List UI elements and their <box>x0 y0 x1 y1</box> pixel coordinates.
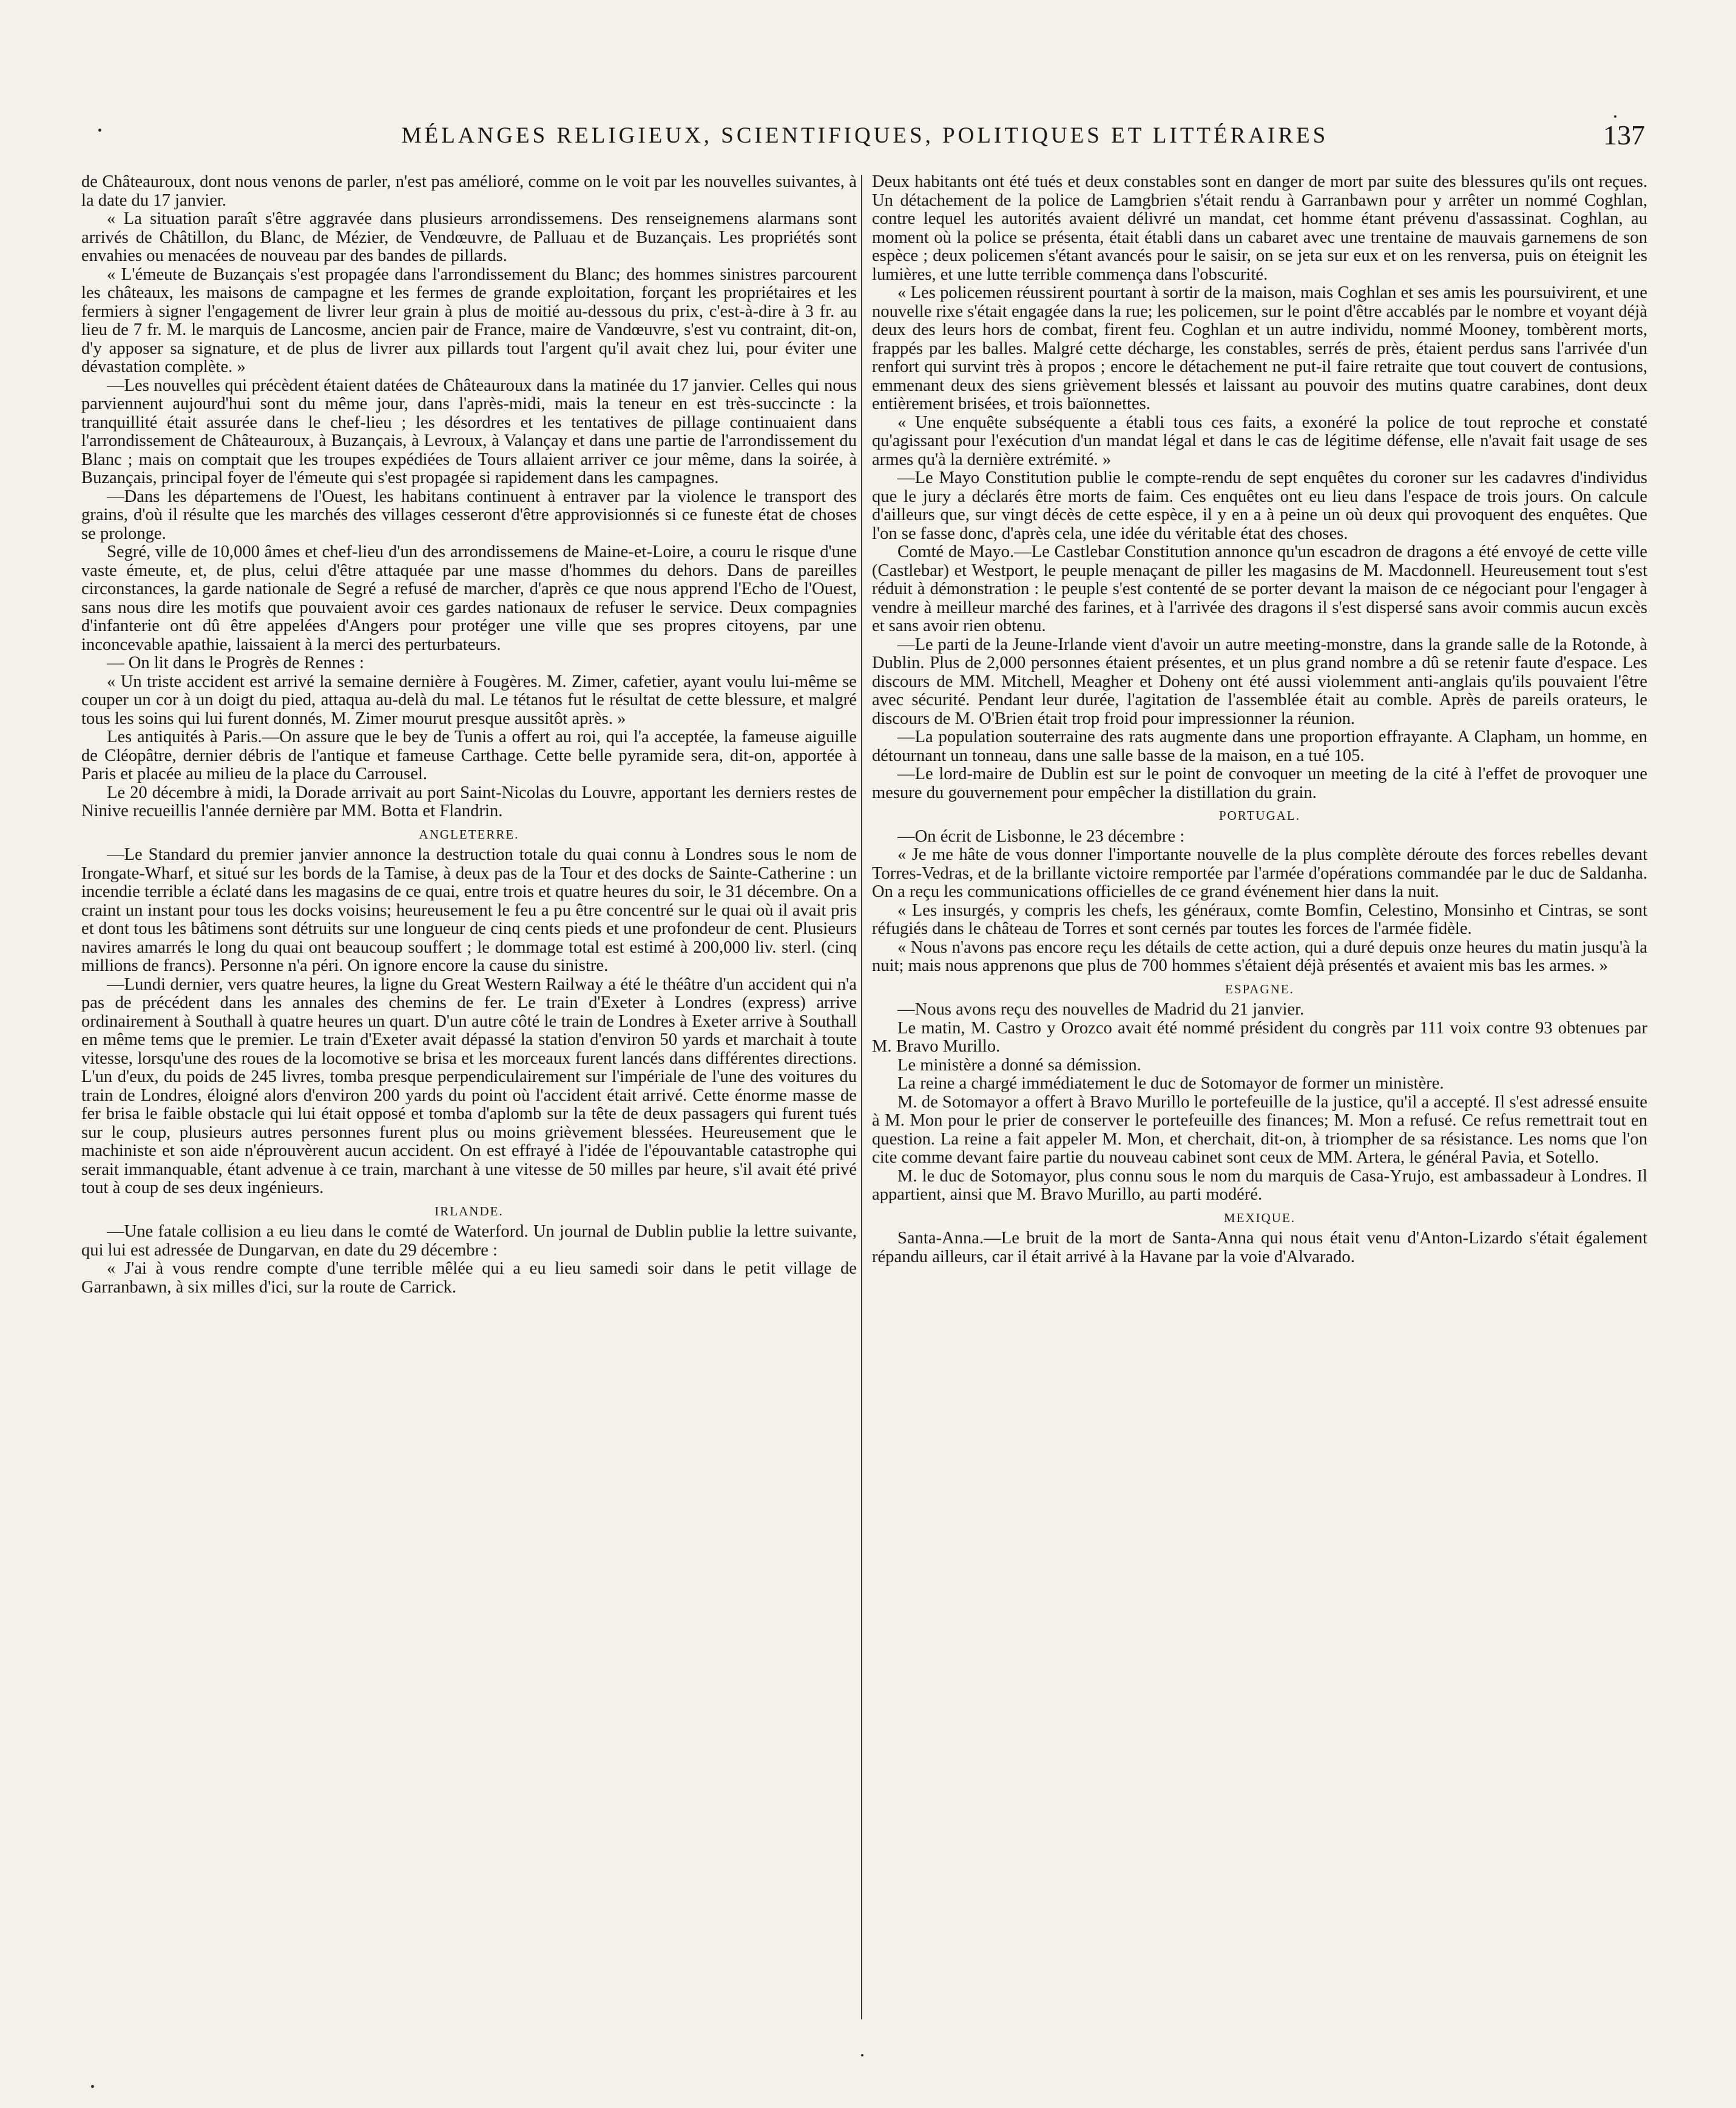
section-heading: MEXIQUE. <box>1223 1210 1296 1225</box>
article-paragraph: « J'ai à vous rendre compte d'une terrible mêlée qui a eu lieu samedi soir dans le petit village de Garranbawn, à six milles d'ici, sur la route de Carrick. <box>81 1259 857 1297</box>
article-paragraph: Deux habitants ont été tués et deux constables sont en danger de mort par suite des blessures qu'ils ont reçues. Un détachement de la police de Lamgbrien s'était rendu à Garranbawn pour y arrêter un nommé Coghlan, contre lequel les autorités avaient délivré un mandat, cet homme étant prévenu d'assassinat. Coghlan, au moment où la police se présenta, était établi dans un cabaret avec une trentaine de mauvais garnemens de son espèce ; deux policemen s'étant avancés pour le saisir, on se jeta sur eux et on les renversa, puis on éteignit les lumières, et une lutte terrible commença dans l'obscurité. <box>872 172 1647 284</box>
article-paragraph: —Le parti de la Jeune-Irlande vient d'avoir un autre meeting-monstre, dans la grande salle de la Rotonde, à Dublin. Plus de 2,000 personnes étaient présentes, et un plus grand nombre a dû se retenir faute d'espace. Les discours de MM. Mitchell, Meagher et Doheny ont été aussi violemment anti-anglais qu'ils pouvaient l'être avec sécurité. Pendant leur durée, l'agitation de l'assemblée était au comble. Après de pareils orateurs, le discours de M. O'Brien était trop froid pour impressionner la réunion. <box>872 635 1647 728</box>
article-paragraph: —On écrit de Lisbonne, le 23 décembre : <box>897 826 1185 846</box>
article-paragraph: —Le lord-maire de Dublin est sur le point de convoquer un meeting de la cité à l'effet de provoquer une mesure du gouvernement pour empêcher la distillation du grain. <box>872 765 1647 802</box>
article-paragraph: « L'émeute de Buzançais s'est propagée dans l'arrondissement du Blanc; des hommes sinistres parcourent les châteaux, les maisons de campagne et les fermes de grande exploitation, forçant les propriétaires et les fermiers à signer l'engagement de livrer leur grain à plus de moitié au-dessous du prix, c'est-à-dire à 3 fr. au lieu de 7 fr. M. le marquis de Lancosme, ancien pair de France, maire de Vandœuvre, s'est vu contraint, dit-on, d'y apposer sa signature, et de plus de livrer aux pillards tout l'argent qu'il avait chez lui, pour éviter une dévastation complète. » <box>81 265 857 376</box>
ink-speck <box>91 2085 94 2088</box>
running-title: MÉLANGES RELIGIEUX, SCIENTIFIQUES, POLITIQUES ET LITTÉRAIRES <box>401 123 1329 148</box>
article-paragraph: Comté de Mayo.—Le Castlebar Constitution annonce qu'un escadron de dragons a été envoyé de cette ville (Castlebar) et Westport, le peuple menaçant de piller les magasins de M. Macdonnell. Heureusement tout s'est réduit à démonstration : le peuple s'est contenté de se porter devant la maison de ce négociant pour l'engager à vendre à meilleur marché des farines, et à l'arrivée des dragons il s'est dispersé sans avoir commis aucun excès et sans avoir rien obtenu. <box>872 542 1647 635</box>
article-paragraph: —Dans les départemens de l'Ouest, les habitans continuent à entraver par la violence le transport des grains, d'où il résulte que les marchés des villages cesseront d'être approvisionnés si ce funeste état de choses se prolonge. <box>81 487 857 543</box>
article-paragraph: —La population souterraine des rats augmente dans une proportion effrayante. A Clapham, un homme, en détournant un tonneau, dans une salle basse de la maison, en a tué 105. <box>872 728 1647 765</box>
running-head <box>85 119 1645 155</box>
ink-speck <box>861 2054 863 2056</box>
article-paragraph: —Lundi dernier, vers quatre heures, la ligne du Great Western Railway a été le théâtre d'un accident qui n'a pas de précédent dans les annales des chemins de fer. Le train d'Exeter à Londres (express) arrive ordinairement à Southall à quatre heures un quart. D'un autre côté le train de Londres à Exeter arrive à Southall en même tems que le premier. Le train d'Exeter avait dépassé la station d'environ 50 yards et marchait à toute vitesse, lorsqu'une des roues de la locomotive se brisa et les morceaux furent lancés dans différentes directions. L'un d'eux, du poids de 245 livres, tomba presque perpendiculairement sur l'impériale de l'une des voitures du train de Londres, éloigné alors d'environ 200 yards du point où l'accident était arrivé. Cette énorme masse de fer brisa le faible obstacle qui lui était opposé et tomba d'aplomb sur la tête de deux passagers qui furent tués sur le coup, plusieurs autres personnes furent plus ou moins grièvement blessées. Heureusement que le machiniste et son aide n'éprouvèrent aucun accident. On est effrayé à l'idée de l'épouvantable catastrophe qui serait immanquable, étant advenue à ce train, marchant à une vitesse de 50 milles par heure, s'il avait été privé tout à coup de ses deux ingénieurs. <box>81 975 857 1197</box>
article-paragraph: « Nous n'avons pas encore reçu les détails de cette action, qui a duré depuis onze heures du matin jusqu'à la nuit; mais nous apprenons que plus de 700 hommes s'étaient déjà présentés et avaient mis bas les armes. » <box>872 937 1647 975</box>
article-paragraph: —Une fatale collision a eu lieu dans le comté de Waterford. Un journal de Dublin publie la lettre suivante, qui lui est adressée de Dungarvan, en date du 29 décembre : <box>81 1222 857 1260</box>
article-paragraph: Le matin, M. Castro y Orozco avait été nommé président du congrès par 111 voix contre 93 obtenues par M. Bravo Murillo. <box>872 1018 1647 1056</box>
ink-speck <box>1614 115 1616 118</box>
left-column <box>81 173 857 1297</box>
article-paragraph: Les antiquités à Paris.—On assure que le bey de Tunis a offert au roi, qui l'a acceptée, la fameuse aiguille de Cléopâtre, dernier débris de l'antique et fameuse Carthage. Cette belle pyramide sera, dit-on, apportée à Paris et placée au milieu de la place du Carrousel. <box>81 728 857 783</box>
article-paragraph: Le 20 décembre à midi, la Dorade arrivait au port Saint-Nicolas du Louvre, apportant les derniers restes de Ninive recueillis l'année dernière par MM. Botta et Flandrin. <box>81 783 857 820</box>
article-paragraph: Santa-Anna.—Le bruit de la mort de Santa-Anna qui nous était venu d'Anton-Lizardo s'était également répandu ailleurs, car il était arrivé à la Havane par la voie d'Alvarado. <box>872 1229 1647 1266</box>
article-paragraph: « Je me hâte de vous donner l'importante nouvelle de la plus complète déroute des forces rebelles devant Torres-Vedras, et de la brillante victoire remportée par l'armée d'opérations commandée par le duc de Saldanha. On a reçu les communications officielles de ce grand événement hier dans la nuit. <box>872 845 1647 901</box>
article-paragraph: — On lit dans le Progrès de Rennes : <box>107 654 365 672</box>
article-paragraph: M. le duc de Sotomayor, plus connu sous le nom du marquis de Casa-Yrujo, est ambassadeur à Londres. Il appartient, ainsi que M. Bravo Murillo, au parti modéré. <box>872 1166 1647 1204</box>
page-number: 137 <box>1603 120 1645 150</box>
article-paragraph: La reine a chargé immédiatement le duc de Sotomayor de former un ministère. <box>897 1074 1444 1093</box>
article-paragraph: M. de Sotomayor a offert à Bravo Murillo le portefeuille de la justice, qu'il a accepté. Il s'est adressé ensuite à M. Mon pour le prier de conserver le portefeuille des finances; M. Mon a refusé. Ce refus remettrait tout en question. La reine a fait appeler M. Mon, et cherchait, dit-on, à triompher de sa résistance. Les noms que l'on cite comme devant faire partie du nouveau cabinet sont ceux de MM. Artera, le général Pavia, et Sotello. <box>872 1092 1647 1167</box>
article-paragraph: de Châteauroux, dont nous venons de parler, n'est pas amélioré, comme on le voit par les nouvelles suivantes, à la date du 17 janvier. <box>81 172 857 210</box>
article-paragraph: —Les nouvelles qui précèdent étaient datées de Châteauroux dans la matinée du 17 janvier. Celles qui nous parviennent aujourd'hui sont du même jour, dans l'après-midi, mais la teneur en est très-succincte : la tranquillité était assurée dans le chef-lieu ; les désordres et les tentatives de pillage continuaient dans l'arrondissement de Châteauroux, à Buzançais, à Levroux, à Valançay et dans une partie de l'arrondissement du Blanc ; mais on comptait que les troupes expédiées de Tours allaient arriver ce jour même, dans la soirée, à Buzançais, principal foyer de l'émeute qui s'est propagée si rapidement dans les campagnes. <box>81 376 857 487</box>
article-paragraph: « Les insurgés, y compris les chefs, les généraux, comte Bomfin, Celestino, Monsinho et Cintras, se sont réfugiés dans le château de Torres et sont cernés par toutes les forces de l'armée fidèle. <box>872 900 1647 938</box>
section-heading: ANGLETERRE. <box>419 826 519 842</box>
article-paragraph: Segré, ville de 10,000 âmes et chef-lieu d'un des arrondissemens de Maine-et-Loire, a couru le risque d'une vaste émeute, et, de plus, celui d'être attaquée par une masse d'hommes du dehors. Dans de pareilles circonstances, la garde nationale de Segré a refusé de marcher, d'après ce que nous apprend l'Echo de l'Ouest, sans nous dire les motifs que pouvaient avoir ces gardes nationaux de refuser le service. Deux compagnies d'infanterie ont dû être appelées d'Angers pour protéger une ville que ses propres citoyens, par une inconcevable apathie, laissaient à la merci des perturbateurs. <box>81 542 857 654</box>
article-paragraph: —Nous avons reçu des nouvelles de Madrid du 21 janvier. <box>897 1000 1305 1019</box>
article-paragraph: Le ministère a donné sa démission. <box>897 1055 1141 1075</box>
article-paragraph: « Une enquête subséquente a établi tous ces faits, a exonéré la police de tout reproche et constaté qu'agissant pour l'exécution d'un mandat légal et dans le cas de légitime défense, elle n'avait fait usage de ses armes qu'à la dernière extrémité. » <box>872 413 1647 469</box>
section-heading: IRLANDE. <box>434 1203 504 1218</box>
article-paragraph: —Le Mayo Constitution publie le compte-rendu de sept enquêtes du coroner sur les cadavres d'individus que le jury a déclarés être morts de faim. Ces enquêtes ont eu lieu dans l'espace de trois jours. On calcule d'ailleurs que, sur vingt décès de cette espèce, il y en a à peine un où deux qui provoquent des enquêtes. Que l'on se fasse donc, d'après cela, une idée du véritable état des choses. <box>872 468 1647 543</box>
article-paragraph: « Les policemen réussirent pourtant à sortir de la maison, mais Coghlan et ses amis les poursuivirent, et une nouvelle rixe s'était engagée dans la rue; les policemen, sur le point d'être accablés par le nombre et voyant déjà deux des leurs hors de combat, firent feu. Coghlan et un autre individu, nommé Mooney, tombèrent morts, frappés par les balles. Malgré cette décharge, les constables, serrés de près, étaient perdus sans l'arrivée d'un renfort qui survint très à propos ; encore le détachement ne put-il faire retraite que tout couvert de contusions, emmenant deux des siens grièvement blessés et laissant au pouvoir des mutins quatre carabines, dont deux entièrement brisées, et trois baïonnettes. <box>872 283 1647 413</box>
article-paragraph: « Un triste accident est arrivé la semaine dernière à Fougères. M. Zimer, cafetier, ayant voulu lui-même se couper un cor à un doigt du pied, attaqua au-delà du mal. Le tétanos fut le résultat de cette blessure, et malgré tous les soins qui lui furent donnés, M. Zimer mourut presque aussitôt après. » <box>81 672 857 728</box>
article-paragraph: « La situation paraît s'être aggravée dans plusieurs arrondissemens. Des renseignemens alarmans sont arrivés de Châtillon, du Blanc, de Mézier, de Vendœuvre, de Palluau et de Buzançais. Les propriétés sont envahies ou menacées de nouveau par des bandes de pillards. <box>81 209 857 265</box>
article-paragraph: —Le Standard du premier janvier annonce la destruction totale du quai connu à Londres sous le nom de Irongate-Wharf, et situé sur les bords de la Tamise, à deux pas de la Tour et des docks de Sainte-Catherine : un incendie terrible a éclaté dans les magasins de ce quai, entre trois et quatre heures du soir, le 31 décembre. On a craint un instant pour tous les docks voisins; heureusement le feu a pu être concentré sur le quai où il avait pris et dont tous les bâtimens sont détruits sur une longueur de cinq cents pieds et une profondeur de cent. Plusieurs navires amarrés le long du quai ont beaucoup souffert ; le dommage total est estimé à 200,000 liv. sterl. (cinq millions de francs). Personne n'a péri. On ignore encore la cause du sinistre. <box>81 845 857 975</box>
section-heading: PORTUGAL. <box>1219 808 1300 823</box>
ink-speck <box>98 129 101 132</box>
section-heading: ESPAGNE. <box>1225 981 1294 996</box>
right-column <box>872 173 1647 1266</box>
column-rule <box>861 175 862 2019</box>
